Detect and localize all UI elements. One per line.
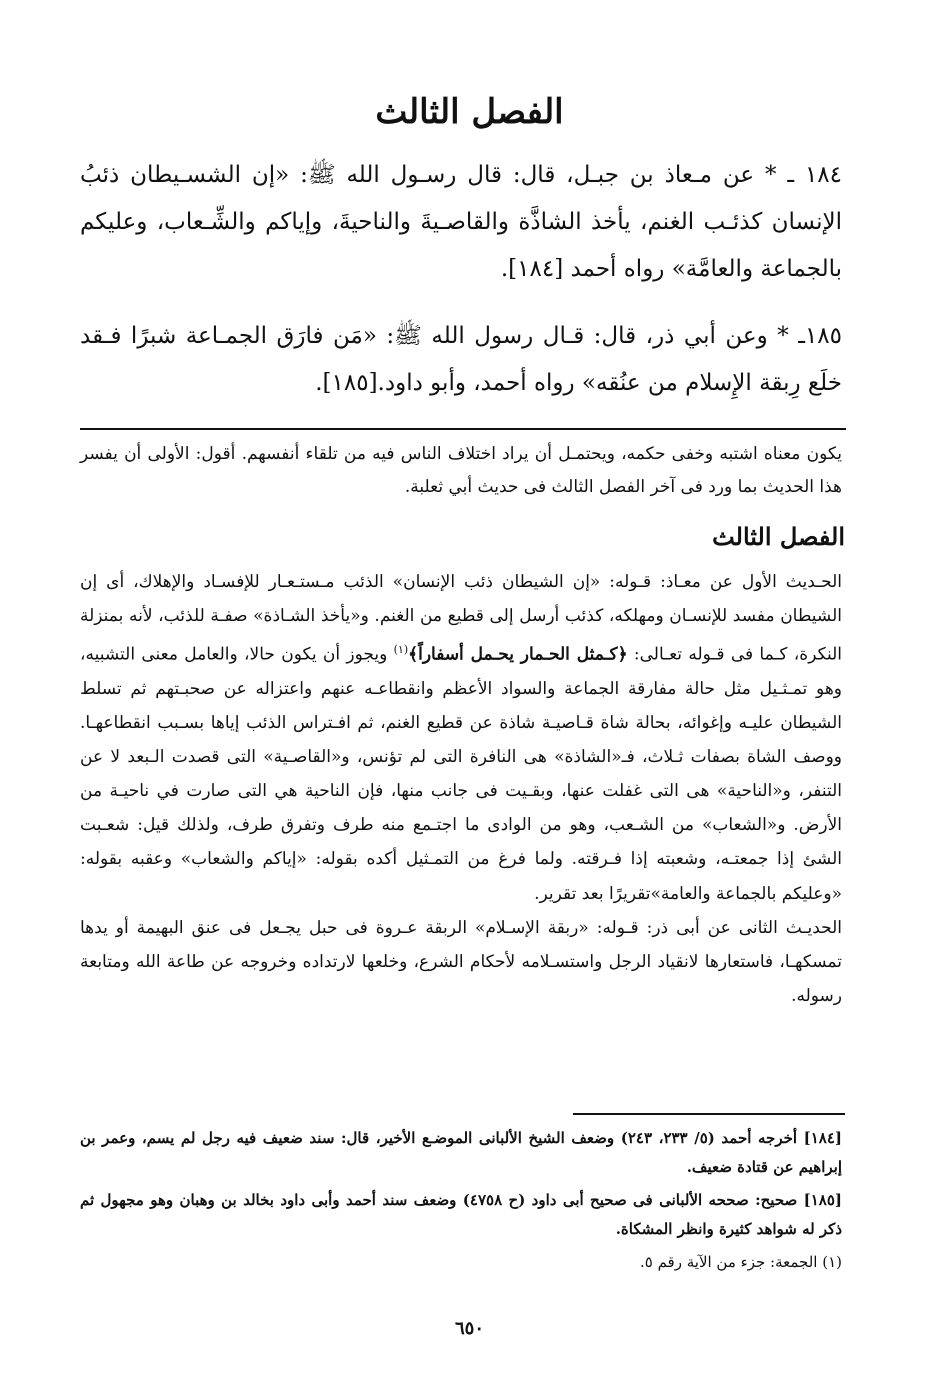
footnote-185: [١٨٥] صحيح: صححه الألبانى فى صحيح أبى داود (ح ٤٧٥٨) وضعف سند أحمد وأبى داود بخالد بن وهبان وهو مجهول ثم ذكر له شواهد كثيرة وانظر المشكاة. bbox=[80, 1191, 843, 1238]
footnote-184: [١٨٤] أخرجه أحمد (٥/ ٢٣٣، ٢٤٣) وضعف الشيخ الألبانى الموضـع الأخير، قال: سند ضعيف فيه رجل لم يسم، وعمر بن إبراهيم عن قتادة ضعيف. bbox=[80, 1129, 843, 1176]
commentary-paragraph-1 bbox=[80, 565, 842, 911]
footnote-divider bbox=[573, 1113, 845, 1115]
hadith-185: ١٨٥ـ * وعن أبي ذر، قال: قـال رسول الله ﷺ: «مَن فارَق الجمـاعة شبرًا فـقد خلَع رِبقة الإِسلام من عنُقه» رواه أحمد، وأبو داود.[١٨٥]. bbox=[80, 323, 842, 396]
hadith-184: ١٨٤ ـ * عن مـعاذ بن جبـل، قال: قال رسـول الله ﷺ: «إن الشسـيطان ذئبُ الإنسان كذئـب الغنم، يأخذ الشاذَّة والقاصـيةَ والناحيةَ، وإياكم والشِّـعاب، وعليكم بالجماعة والعامَّة» رواه أحمد [١٨٤]. bbox=[80, 162, 842, 282]
commentary-p1-rest: ويجوز أن يكون حالا، والعامل معنى التشبيه، وهو تمـثـيل مثل حالة مفارقة الجماعة والسواد الأعظم وانقطاعـه عنهم واعتزاله عن صحبـتهم ثم تسلط الشيطان عليـه وإغوائه، بحالة شاة قـاصيـة شاذة عن قطيع الغنم، ثم افـتراس الذئب إياها بسـبب انقطاعهـا. ووصف الشاة بصفات ثـلاث، فـ«الشاذة» هى النافرة التى لم تؤنس، و«القاصـية» التى قصدت الـبعد لا عن التنفر، و«الناحية» هى التى غفلت عنها، وبقـيت فى جانب منها، فإن الناحية هي التى صارت في ناحيـة من الأرض. و«الشعاب» من الشـعب، وهو من الوادى ما اجتـمع منه طرف وتفرق طرف، ولذلك قيل: شعـبت الشئ إذا جمعتـه، وشعبته إذا فـرقته. ولما فرغ من التمـثيل أكده بقوله: «إياكم والشعاب» وعقبه بقوله: «وعليكم بالجماعة والعامة»تقريرًا بعد تقرير. bbox=[80, 644, 842, 904]
main-divider bbox=[80, 428, 846, 430]
quran-quote: ﴿كـمثل الحـمار يحـمل أسفاراً﴾ bbox=[408, 644, 628, 665]
footnote-1: (١) الجمعة: جزء من الآية رقم ٥. bbox=[639, 1253, 842, 1271]
page-title: الفصل الثالث bbox=[375, 92, 564, 132]
footnote-ref-1[interactable]: (١) bbox=[393, 643, 409, 657]
commentary-paragraph-2: الحديـث الثانى عن أبى ذر: قـوله: «ربقة الإسـلام» الربقة عـروة فى حبل يجـعل فى عنق البهيمة أو يدها تمسكهـا، فاستعارها لانقياد الرجل واستسـلامه لأحكام الشرع، وخلعها لارتداده وخروجه عن طاعة الله ومتابعة رسوله. bbox=[80, 917, 842, 1006]
commentary-section-heading: الفصل الثالث bbox=[712, 522, 845, 551]
commentary-p1-start: الحـديث الأول عن معـاذ: قـوله: «إن الشيطان ذئب الإنسان» الذئب مـستـعـار للإفسـاد والإهلاك، أى إن الشيطان مفسد للإنسـان ومهلكه، كذئب أرسل إلى قطيع من الغنم. و«يأخذ الشـاذة» صفـة للذئب، لأنه بمنزلة النكرة، كـما فى قـوله تعـالى: bbox=[80, 572, 842, 665]
commentary-body bbox=[80, 565, 842, 1013]
page-number: ٦٥٠ bbox=[454, 1318, 484, 1339]
footnotes bbox=[80, 1124, 842, 1281]
commentary-continuation: يكون معناه اشتبه وخفى حكمه، ويحتمـل أن يراد اختلاف الناس فيه من تلقاء أنفسهم. أقول: الأولى أن يفسر هذا الحديث بما ورد فى آخر الفصل الثالث فى حديث أبي ثعلبة. bbox=[80, 444, 842, 497]
